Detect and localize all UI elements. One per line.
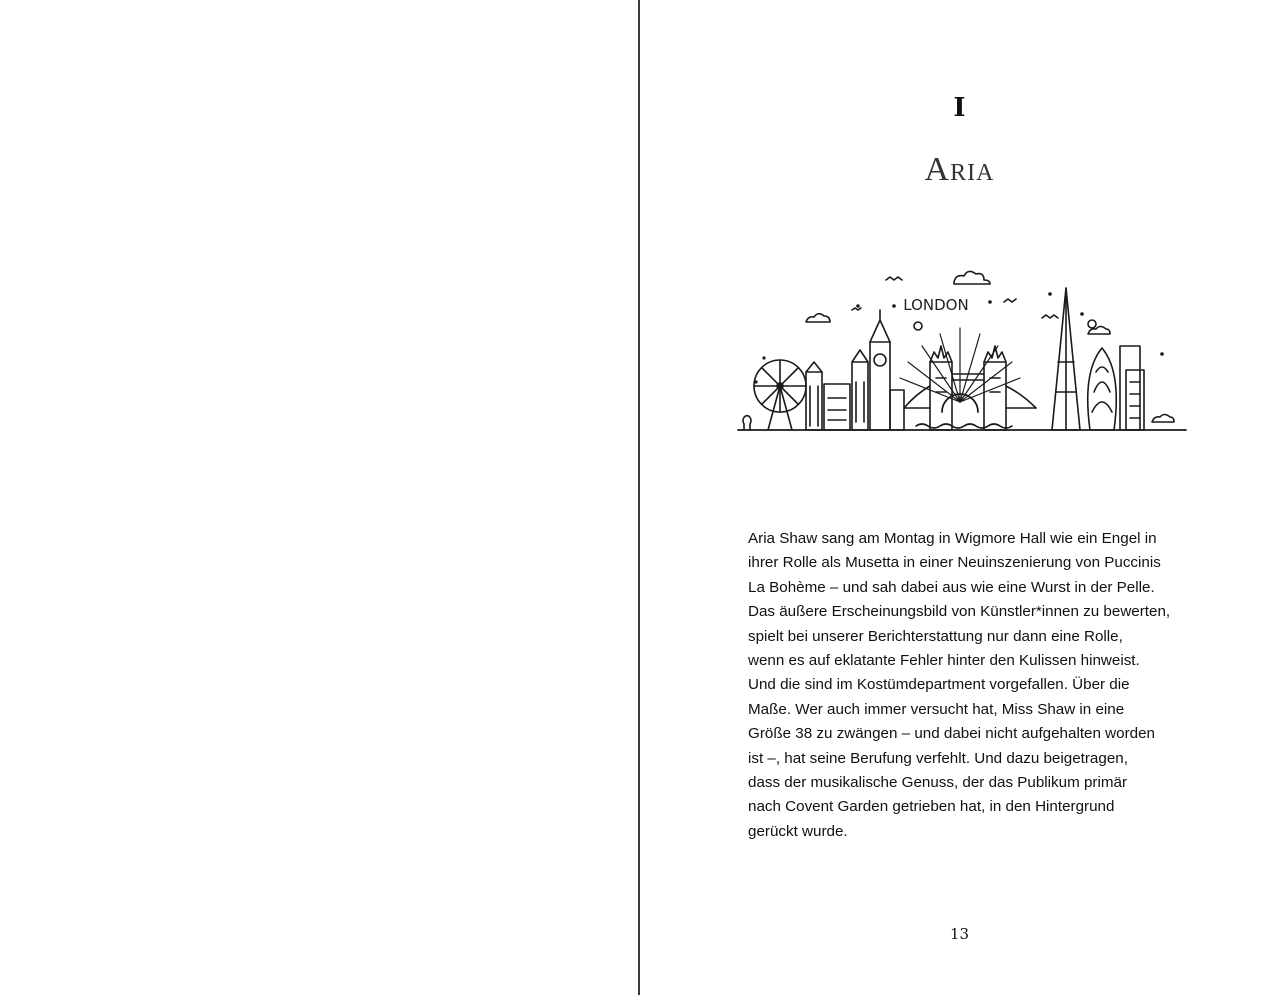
gherkin-icon <box>1088 348 1117 430</box>
paragraph-line: wenn es auf eklatante Fehler hinter den Kulissen hinweist. <box>748 652 1140 670</box>
left-page-blank <box>0 0 638 995</box>
big-ben-icon <box>806 310 904 430</box>
page-number: 13 <box>949 925 970 943</box>
paragraph-line: Das äußere Erscheinungsbild von Künstler*innen zu bewerten, <box>748 603 1171 621</box>
paragraph-line: dass der musikalische Genuss, der das Publikum primär <box>748 774 1127 792</box>
london-skyline-illustration <box>736 262 1188 434</box>
right-page <box>640 0 1279 995</box>
skyline-label: LONDON <box>903 296 969 314</box>
paragraph-line: ist –, hat seine Berufung verfehlt. Und dazu beigetragen, <box>748 749 1128 767</box>
paragraph-line: Und die sind im Kostümdepartment vorgefallen. Über die <box>748 676 1130 694</box>
paragraph-line: La Bohème – und sah dabei aus wie eine Wurst in der Pelle. <box>748 578 1155 596</box>
cloud-icon <box>806 271 1174 422</box>
skyscraper-icon <box>1120 346 1144 430</box>
chapter-number: I <box>953 93 966 123</box>
paragraph-line: Aria Shaw sang am Montag in Wigmore Hall wie ein Engel in <box>748 530 1157 547</box>
paragraph-line: spielt bei unserer Berichterstattung nur dann eine Rolle, <box>748 627 1123 645</box>
paragraph-line: ihrer Rolle als Musetta in einer Neuinszenierung von Puccinis <box>748 554 1161 572</box>
chapter-title: Aria <box>924 151 995 188</box>
paragraph-line: nach Covent Garden getrieben hat, in den Hintergrund <box>748 798 1115 816</box>
chapter-paragraph <box>748 527 1208 844</box>
the-shard-icon <box>1052 288 1080 430</box>
paragraph-line: Maße. Wer auch immer versucht hat, Miss Shaw in eine <box>748 700 1125 718</box>
paragraph-line: Größe 38 zu zwängen – und dabei nicht aufgehalten worden <box>748 725 1155 743</box>
london-eye-icon <box>754 360 806 430</box>
paragraph-line: gerückt wurde. <box>748 822 848 840</box>
